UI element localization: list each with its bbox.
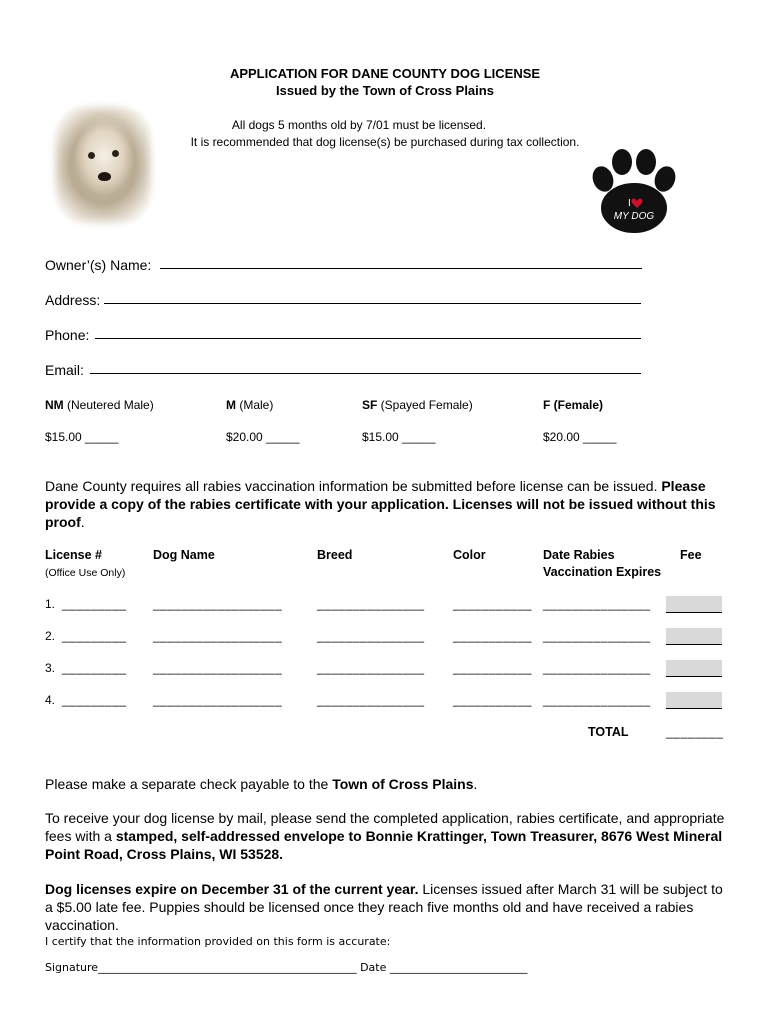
fee-field [666,660,722,677]
rabies-date-field[interactable]: _______________ [543,693,651,707]
header-office-use-only: (Office Use Only) [45,567,126,579]
dog-photo [48,100,158,230]
rabies-date-field[interactable]: _______________ [543,597,651,611]
header-vaccination-expires: Vaccination Expires [543,565,662,579]
breed-field[interactable]: _______________ [317,693,425,707]
license-number-field: _________ [62,661,127,675]
license-number-field: _________ [62,629,127,643]
rate-female: F (Female) [543,398,604,412]
email-field[interactable] [90,373,641,374]
age-requirement-note: All dogs 5 months old by 7/01 must be licensed. [231,118,487,132]
rabies-date-field[interactable]: _______________ [543,629,651,643]
fee-field [666,628,722,645]
header-fee: Fee [680,548,702,562]
price-neutered-male[interactable]: $15.00 _____ [45,430,119,444]
color-field[interactable]: ___________ [453,629,532,643]
dog-eye-right [112,150,119,157]
header-breed: Breed [317,548,353,562]
owner-name-label: Owner’(s) Name: [45,257,152,273]
license-number-field: _________ [62,693,127,707]
address-field[interactable] [104,303,641,304]
check-payable-paragraph: Please make a separate check payable to the Town of Cross Plains. [45,776,478,792]
address-label: Address: [45,292,101,308]
email-label: Email: [45,362,84,378]
rabies-requirement-paragraph: Dane County requires all rabies vaccination information be submitted before license can be issued. Please provide a copy of the rabies certificate with your application. Licenses will not be issued without this proof. [45,478,716,530]
dog-name-field[interactable]: __________________ [153,661,283,675]
dog-name-field[interactable]: __________________ [153,629,283,643]
breed-field[interactable]: _______________ [317,661,425,675]
total-fee-field: ________ [666,725,724,739]
phone-label: Phone: [45,327,90,343]
phone-field[interactable] [95,338,641,339]
rabies-date-field[interactable]: _______________ [543,661,651,675]
dog-name-field[interactable]: __________________ [153,597,283,611]
logo-text-my-dog: MY DOG [613,211,655,222]
mail-instructions-paragraph: To receive your dog license by mail, please send the completed application, rabies certificate, and appropriate fees with a stamped, self-addressed envelope to Bonnie Krattinger, Town Treasurer, 8676 West Mineral Point Road, Cross Plains, WI 53528. [45,810,725,862]
dog-nose [98,172,111,181]
fee-field [666,692,722,709]
row-number: 3. [45,661,56,675]
color-field[interactable]: ___________ [453,597,532,611]
signature-date-line[interactable]: Signature_______________________________________________ Date _________________________ [45,961,528,974]
header-date-rabies: Date Rabies [543,548,615,562]
rate-male: M (Male) [226,398,274,412]
row-number: 1. [45,597,56,611]
color-field[interactable]: ___________ [453,693,532,707]
owner-name-field[interactable] [160,268,642,269]
breed-field[interactable]: _______________ [317,629,425,643]
total-label: TOTAL [588,725,629,739]
logo-text-i: I [628,198,631,209]
form-title: APPLICATION FOR DANE COUNTY DOG LICENSE [229,66,541,81]
tax-collection-note: It is recommended that dog license(s) be purchased during tax collection. [190,135,580,149]
header-dog-name: Dog Name [153,548,215,562]
dog-eye-left [88,152,95,159]
breed-field[interactable]: _______________ [317,597,425,611]
fee-field [666,596,722,613]
i-love-my-dog-logo [590,148,678,238]
color-field[interactable]: ___________ [453,661,532,675]
price-male[interactable]: $20.00 _____ [226,430,300,444]
header-color: Color [453,548,486,562]
expiration-paragraph: Dog licenses expire on December 31 of the current year. Licenses issued after March 31 will be subject to a $5.00 late fee. Puppies should be licensed once they reach five months old and have received a rabies vaccination. [45,881,723,933]
license-number-field: _________ [62,597,127,611]
form-subtitle: Issued by the Town of Cross Plains [276,83,494,98]
row-number: 4. [45,693,56,707]
rate-neutered-male: NM (Neutered Male) [45,398,154,412]
price-spayed-female[interactable]: $15.00 _____ [362,430,436,444]
header-license-number: License # [45,548,102,562]
rate-spayed-female: SF (Spayed Female) [362,398,473,412]
price-female[interactable]: $20.00 _____ [543,430,617,444]
certification-statement: I certify that the information provided on this form is accurate: [45,935,391,948]
row-number: 2. [45,629,56,643]
dog-name-field[interactable]: __________________ [153,693,283,707]
